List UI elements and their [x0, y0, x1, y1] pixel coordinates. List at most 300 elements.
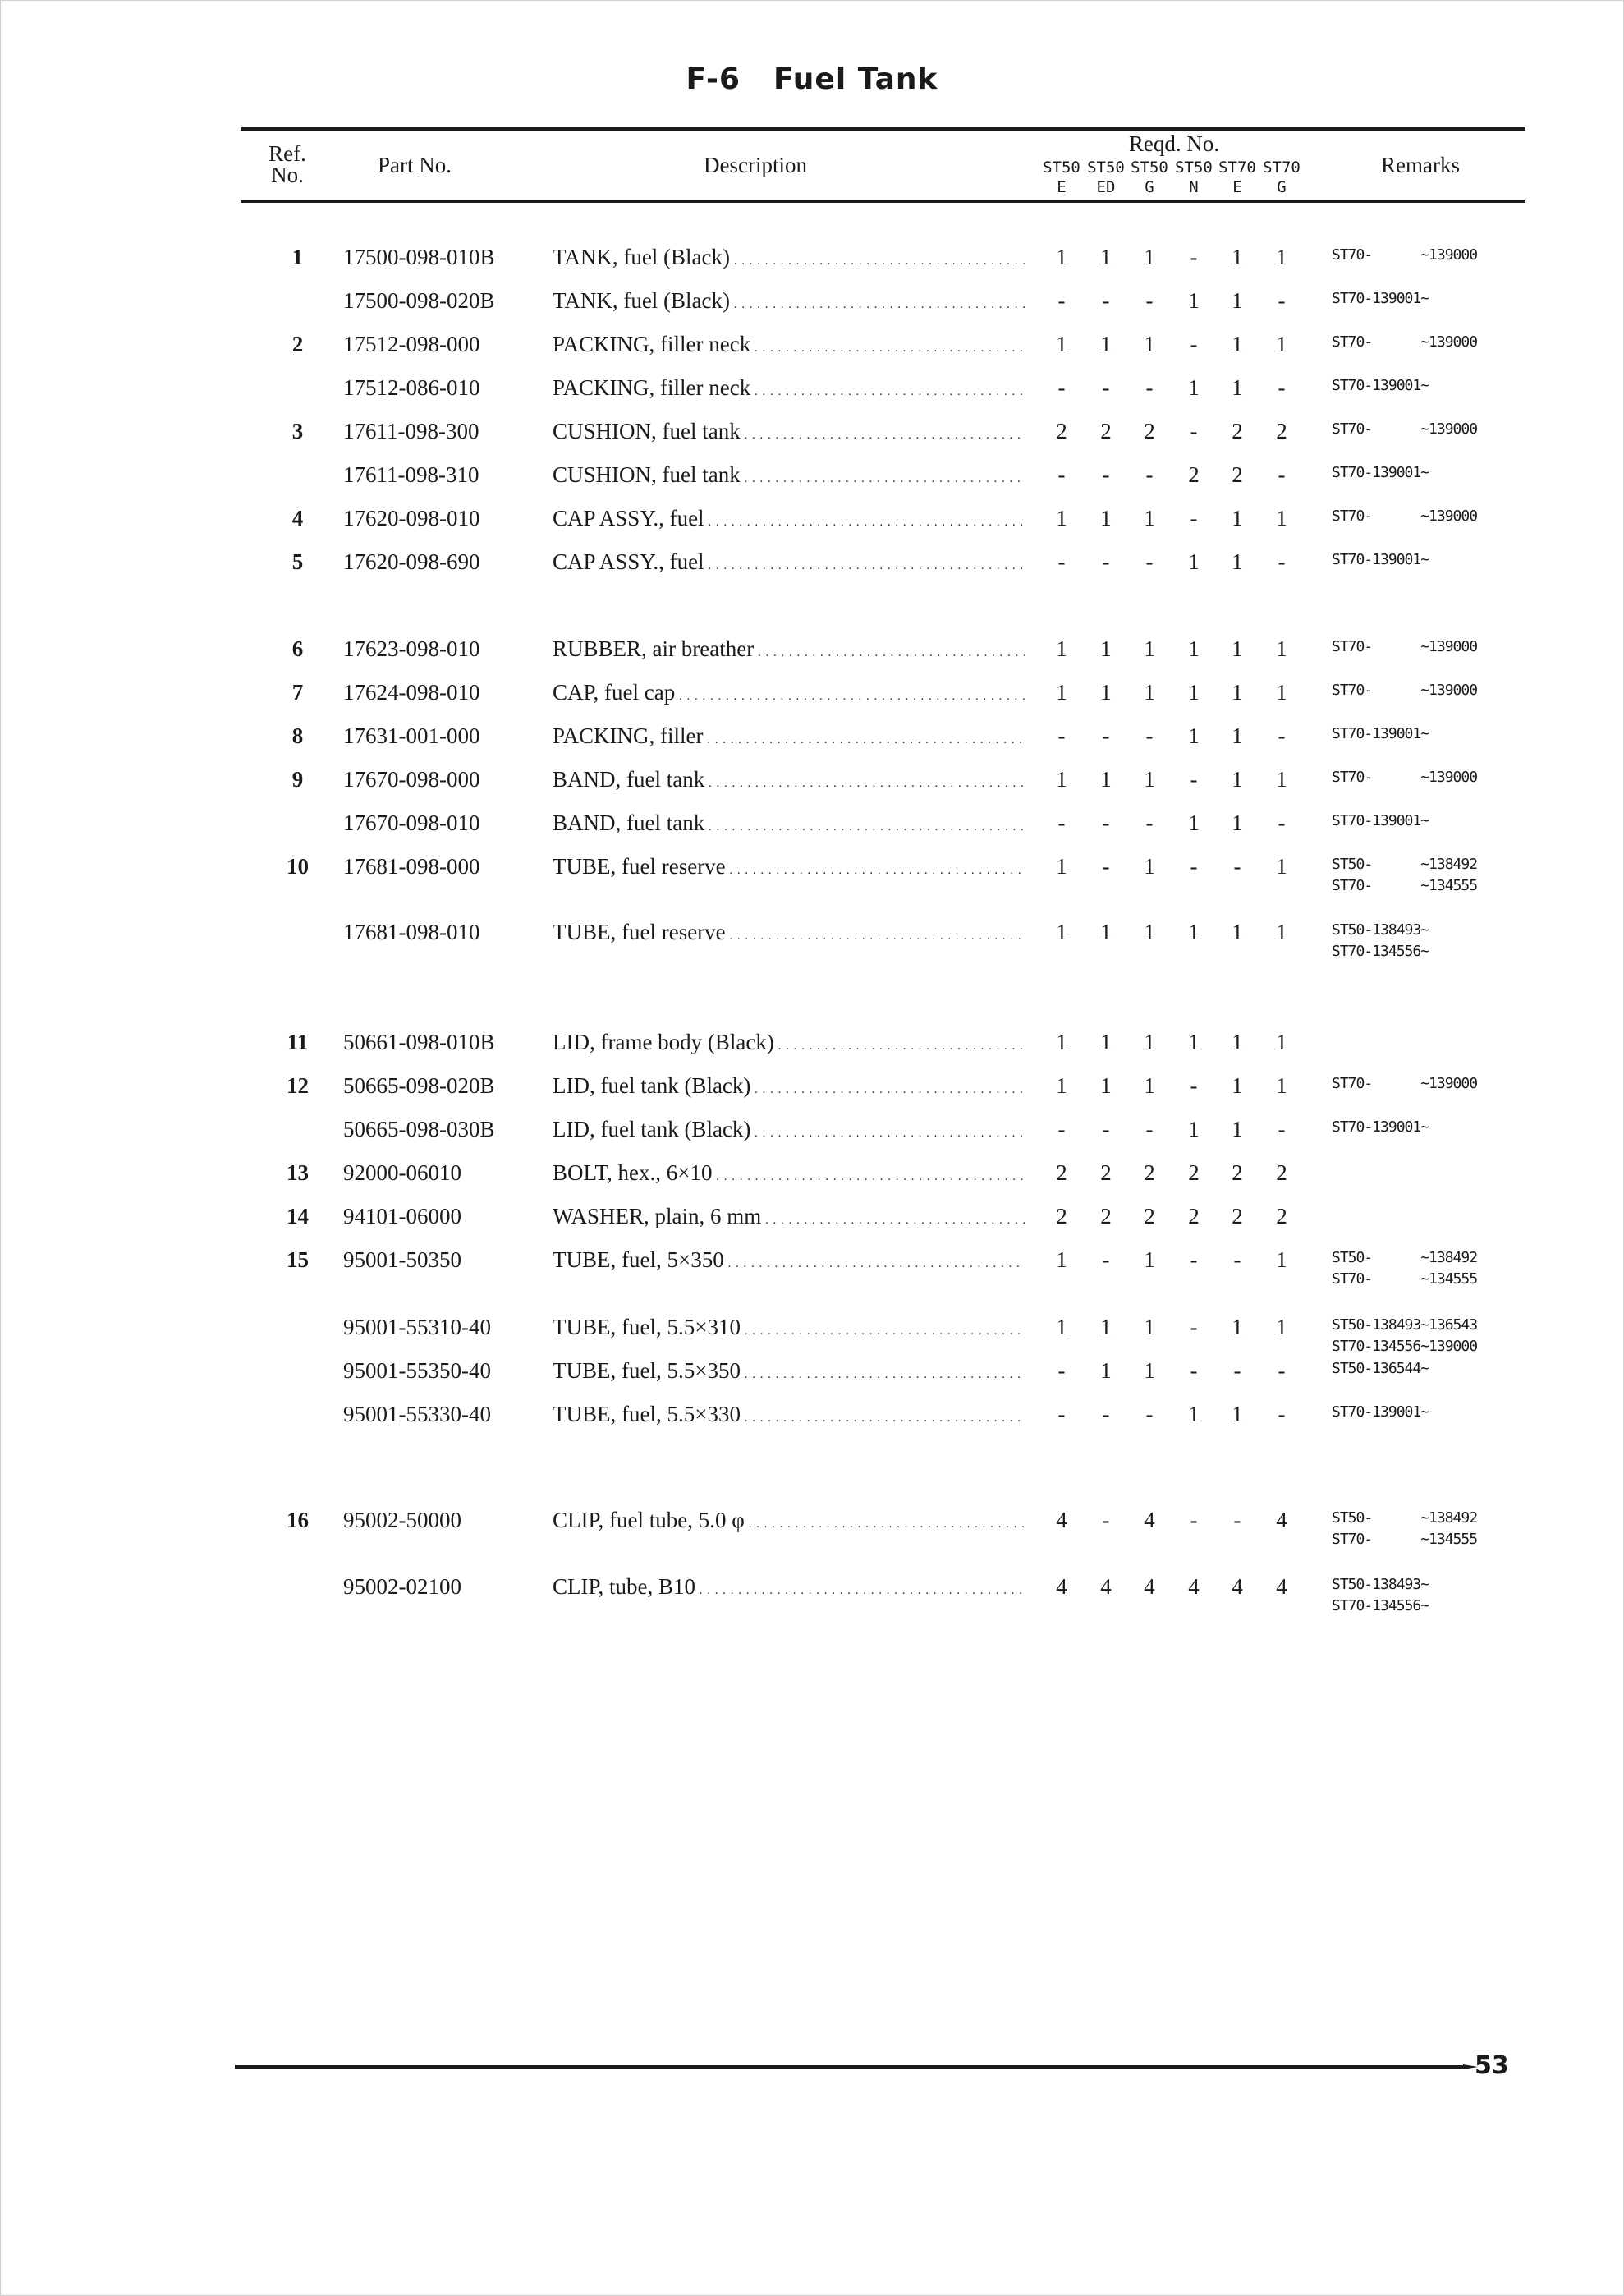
qty-cell: 2 — [1100, 419, 1112, 443]
part-no-cell: 50665-098-030B — [343, 1117, 495, 1141]
header-part-no: Part No. — [378, 153, 452, 177]
remarks-cell — [1332, 810, 1429, 832]
table-row — [0, 288, 1624, 331]
remarks-line: ST50-136544~ — [1332, 1360, 1429, 1377]
qty-cell: 1 — [1276, 1247, 1287, 1272]
qty-cell: 1 — [1188, 1402, 1200, 1426]
qty-cell: 1 — [1056, 1073, 1067, 1098]
part-no-cell: 95001-55350-40 — [343, 1358, 491, 1383]
qty-cell: - — [1102, 288, 1110, 313]
qty-cell: 1 — [1100, 1030, 1112, 1054]
qty-cell: - — [1190, 419, 1198, 443]
qty-cell: 1 — [1276, 854, 1287, 879]
qty-cell: 1 — [1276, 636, 1287, 661]
part-no-cell: 17624-098-010 — [343, 680, 480, 705]
qty-cell: 1 — [1100, 1073, 1112, 1098]
part-no-cell: 17512-098-000 — [343, 332, 480, 356]
part-no-cell: 17611-098-310 — [343, 462, 479, 487]
model-variant: N — [1189, 178, 1199, 196]
description-cell: PACKING, filler . . . — [553, 723, 1025, 752]
remarks-line: ST50-138493~136543 — [1332, 1316, 1478, 1334]
header-model-col — [1261, 158, 1302, 197]
qty-cell: 1 — [1232, 723, 1243, 748]
qty-cell: 4 — [1144, 1574, 1155, 1599]
qty-cell: - — [1145, 549, 1154, 574]
remarks-line: ST70-139001~ — [1332, 1118, 1429, 1136]
qty-cell: - — [1278, 723, 1286, 748]
description-cell: PACKING, filler neck . . . — [553, 375, 1025, 404]
qty-cell: - — [1233, 1247, 1241, 1272]
part-no-cell: 17500-098-010B — [343, 245, 495, 269]
remarks-line: ST70- ~139000 — [1332, 769, 1478, 786]
qty-cell: 2 — [1188, 462, 1200, 487]
description-cell: LID, frame body (Black) . . . — [553, 1030, 1025, 1058]
remarks-cell — [1332, 462, 1429, 484]
qty-cell: 1 — [1188, 920, 1200, 944]
ref-no-cell: 9 — [291, 767, 304, 792]
part-no-cell: 17670-098-010 — [343, 810, 480, 835]
description-cell: CAP ASSY., fuel . . . — [553, 549, 1025, 578]
qty-cell: 1 — [1232, 1117, 1243, 1141]
qty-cell: 1 — [1232, 1030, 1243, 1054]
ref-no-cell: 10 — [287, 854, 309, 879]
model-variant: ED — [1096, 178, 1116, 196]
qty-cell: - — [1057, 288, 1066, 313]
remarks-line: ST70-139001~ — [1332, 551, 1429, 568]
remarks-line: ST50- ~138492 — [1332, 1249, 1478, 1266]
table-row — [0, 680, 1624, 723]
ref-no-cell: 15 — [287, 1247, 309, 1272]
qty-cell: 1 — [1276, 332, 1287, 356]
qty-cell: - — [1190, 1358, 1198, 1383]
description-cell: BAND, fuel tank . . . — [553, 767, 1025, 796]
header-model-col — [1085, 158, 1126, 197]
qty-cell: 1 — [1232, 375, 1243, 400]
qty-cell: - — [1145, 1402, 1154, 1426]
qty-cell: - — [1190, 332, 1198, 356]
ref-no-cell: 12 — [287, 1073, 309, 1098]
description-cell: CUSHION, fuel tank . . . — [553, 419, 1025, 448]
model-variant: G — [1145, 178, 1154, 196]
qty-cell: - — [1057, 375, 1066, 400]
table-row — [0, 375, 1624, 418]
qty-cell: - — [1233, 1508, 1241, 1532]
remarks-cell — [1332, 1117, 1429, 1138]
table-row — [0, 636, 1624, 679]
qty-cell: 1 — [1100, 245, 1112, 269]
qty-cell: 1 — [1144, 245, 1155, 269]
qty-cell: 1 — [1232, 810, 1243, 835]
qty-cell: 1 — [1232, 767, 1243, 792]
qty-cell: 1 — [1276, 506, 1287, 530]
table-row — [0, 332, 1624, 374]
qty-cell: 4 — [1100, 1574, 1112, 1599]
header-model-col — [1129, 158, 1170, 197]
remarks-cell — [1332, 1402, 1429, 1423]
qty-cell: - — [1190, 506, 1198, 530]
model-name: ST50 — [1043, 158, 1080, 177]
qty-cell: 1 — [1144, 1030, 1155, 1054]
part-no-cell: 17631-001-000 — [343, 723, 480, 748]
qty-cell: 1 — [1144, 1073, 1155, 1098]
qty-cell: 1 — [1100, 636, 1112, 661]
remarks-cell — [1332, 1508, 1477, 1550]
qty-cell: - — [1145, 1117, 1154, 1141]
qty-cell: 1 — [1188, 1117, 1200, 1141]
qty-cell: 1 — [1144, 920, 1155, 944]
qty-cell: 2 — [1144, 1160, 1155, 1185]
remarks-cell — [1332, 1247, 1477, 1290]
ref-no-cell: 3 — [291, 419, 304, 443]
table-row — [0, 1204, 1624, 1247]
remarks-line: ST70-139001~ — [1332, 1403, 1429, 1421]
remarks-line: ST70- ~134555 — [1332, 877, 1478, 894]
table-row — [0, 723, 1624, 766]
header-model-col — [1173, 158, 1214, 197]
qty-cell: 1 — [1144, 506, 1155, 530]
qty-cell: 1 — [1056, 1247, 1067, 1272]
qty-cell: 2 — [1056, 1204, 1067, 1228]
qty-cell: 2 — [1276, 1160, 1287, 1185]
qty-cell: - — [1057, 1117, 1066, 1141]
qty-cell: 1 — [1276, 1315, 1287, 1339]
header-ref-no: Ref. No. — [268, 141, 306, 187]
table-row — [0, 854, 1624, 897]
qty-cell: 1 — [1276, 245, 1287, 269]
qty-cell: - — [1057, 723, 1066, 748]
remarks-line: ST70- ~139000 — [1332, 638, 1478, 655]
ref-no-cell: 8 — [291, 723, 304, 748]
qty-cell: - — [1233, 854, 1241, 879]
table-row — [0, 419, 1624, 461]
qty-cell: 1 — [1188, 375, 1200, 400]
qty-cell: - — [1102, 1117, 1110, 1141]
description-cell: CAP, fuel cap . . . — [553, 680, 1025, 709]
qty-cell: 2 — [1232, 462, 1243, 487]
qty-cell: - — [1102, 854, 1110, 879]
table-row — [0, 1574, 1624, 1617]
table-row — [0, 1073, 1624, 1116]
qty-cell: 2 — [1144, 1204, 1155, 1228]
description-cell: TUBE, fuel, 5×350 . . . — [553, 1247, 1025, 1276]
qty-cell: 1 — [1056, 767, 1067, 792]
qty-cell: 1 — [1144, 1247, 1155, 1272]
qty-cell: - — [1278, 810, 1286, 835]
description-cell: LID, fuel tank (Black) . . . — [553, 1073, 1025, 1102]
remarks-cell — [1332, 723, 1429, 745]
qty-cell: - — [1278, 1117, 1286, 1141]
part-no-cell: 95001-55330-40 — [343, 1402, 491, 1426]
qty-cell: 1 — [1188, 723, 1200, 748]
description-cell: BAND, fuel tank . . . — [553, 810, 1025, 839]
remarks-line: ST70-134556~ — [1332, 943, 1429, 960]
table-row — [0, 1315, 1624, 1357]
qty-cell: 4 — [1276, 1508, 1287, 1532]
ref-no-cell: 6 — [291, 636, 304, 661]
description-cell: TUBE, fuel reserve . . . — [553, 920, 1025, 948]
remarks-line: ST70-134556~ — [1332, 1597, 1429, 1614]
qty-cell: 1 — [1276, 767, 1287, 792]
qty-cell: 1 — [1144, 854, 1155, 879]
remarks-line: ST70-139001~ — [1332, 464, 1429, 481]
remarks-cell — [1332, 288, 1429, 310]
qty-cell: 1 — [1232, 506, 1243, 530]
header-model-col — [1041, 158, 1082, 197]
qty-cell: - — [1145, 375, 1154, 400]
qty-cell: 1 — [1232, 288, 1243, 313]
qty-cell: 1 — [1100, 680, 1112, 705]
qty-cell: - — [1102, 1508, 1110, 1532]
page-number: 53 — [1475, 2051, 1509, 2080]
model-name: ST70 — [1218, 158, 1256, 177]
table-row — [0, 506, 1624, 549]
qty-cell: - — [1278, 549, 1286, 574]
qty-cell: 1 — [1144, 636, 1155, 661]
qty-cell: 1 — [1100, 920, 1112, 944]
remarks-cell — [1332, 1315, 1477, 1357]
qty-cell: 1 — [1144, 332, 1155, 356]
qty-cell: 2 — [1100, 1160, 1112, 1185]
description-cell: RUBBER, air breather . . . — [553, 636, 1025, 665]
table-row — [0, 810, 1624, 853]
qty-cell: 1 — [1056, 920, 1067, 944]
qty-cell: 1 — [1056, 1030, 1067, 1054]
description-cell: BOLT, hex., 6×10 . . . — [553, 1160, 1025, 1189]
description-cell: TANK, fuel (Black) . . . — [553, 245, 1025, 273]
ref-no-cell: 11 — [287, 1030, 309, 1054]
description-cell: LID, fuel tank (Black) . . . — [553, 1117, 1025, 1146]
table-row — [0, 549, 1624, 592]
qty-cell: 1 — [1276, 1030, 1287, 1054]
description-cell: CAP ASSY., fuel . . . — [553, 506, 1025, 535]
qty-cell: 1 — [1232, 920, 1243, 944]
qty-cell: 2 — [1188, 1204, 1200, 1228]
description-cell: CUSHION, fuel tank . . . — [553, 462, 1025, 491]
part-no-cell: 95002-02100 — [343, 1574, 461, 1599]
part-no-cell: 17623-098-010 — [343, 636, 480, 661]
header-description: Description — [704, 153, 807, 177]
qty-cell: 4 — [1276, 1574, 1287, 1599]
qty-cell: 1 — [1100, 1315, 1112, 1339]
qty-cell: 1 — [1188, 549, 1200, 574]
ref-no-cell: 16 — [287, 1508, 309, 1532]
qty-cell: 1 — [1276, 680, 1287, 705]
remarks-cell — [1332, 549, 1429, 571]
qty-cell: - — [1145, 810, 1154, 835]
remarks-line: ST70- ~139000 — [1332, 1075, 1478, 1092]
qty-cell: 4 — [1144, 1508, 1155, 1532]
model-name: ST50 — [1131, 158, 1168, 177]
section-code: F-6 — [686, 62, 741, 96]
footer-rule — [235, 2065, 1463, 2069]
page-title — [0, 62, 1624, 96]
part-no-cell: 95001-55310-40 — [343, 1315, 491, 1339]
qty-cell: 2 — [1232, 1160, 1243, 1185]
part-no-cell: 17670-098-000 — [343, 767, 480, 792]
qty-cell: 1 — [1144, 767, 1155, 792]
part-no-cell: 17620-098-010 — [343, 506, 480, 530]
qty-cell: 2 — [1188, 1160, 1200, 1185]
remarks-cell — [1332, 636, 1477, 658]
qty-cell: 1 — [1100, 1358, 1112, 1383]
qty-cell: - — [1102, 723, 1110, 748]
qty-cell: 1 — [1232, 680, 1243, 705]
table-row — [0, 1358, 1624, 1401]
qty-cell: 1 — [1056, 245, 1067, 269]
qty-cell: 1 — [1056, 854, 1067, 879]
model-name: ST70 — [1263, 158, 1301, 177]
qty-cell: 1 — [1188, 680, 1200, 705]
remarks-line: ST70-139001~ — [1332, 725, 1429, 742]
ref-no-cell: 2 — [291, 332, 304, 356]
description-cell: CLIP, tube, B10 . . . — [553, 1574, 1025, 1603]
remarks-cell — [1332, 332, 1477, 353]
header-remarks: Remarks — [1381, 153, 1460, 177]
remarks-line: ST70-139001~ — [1332, 290, 1429, 307]
qty-cell: - — [1278, 375, 1286, 400]
part-no-cell: 95002-50000 — [343, 1508, 461, 1532]
qty-cell: 1 — [1188, 1030, 1200, 1054]
qty-cell: 4 — [1188, 1574, 1200, 1599]
qty-cell: - — [1190, 1073, 1198, 1098]
header-model-col — [1217, 158, 1258, 197]
section-title: Fuel Tank — [773, 62, 938, 96]
qty-cell: 4 — [1056, 1508, 1067, 1532]
qty-cell: 1 — [1232, 1073, 1243, 1098]
remarks-line: ST70- ~139000 — [1332, 420, 1478, 438]
part-no-cell: 50661-098-010B — [343, 1030, 495, 1054]
remarks-line: ST70- ~139000 — [1332, 682, 1478, 699]
remarks-line: ST70-134556~139000 — [1332, 1338, 1478, 1355]
part-no-cell: 17512-086-010 — [343, 375, 480, 400]
remarks-cell — [1332, 680, 1477, 701]
qty-cell: 1 — [1100, 767, 1112, 792]
model-variant: E — [1232, 178, 1242, 196]
qty-cell: 1 — [1056, 680, 1067, 705]
qty-cell: - — [1190, 1508, 1198, 1532]
model-name: ST50 — [1087, 158, 1125, 177]
description-cell: TUBE, fuel reserve . . . — [553, 854, 1025, 883]
part-no-cell: 17681-098-010 — [343, 920, 480, 944]
qty-cell: - — [1102, 1247, 1110, 1272]
remarks-line: ST70- ~134555 — [1332, 1270, 1478, 1288]
qty-cell: 1 — [1232, 1402, 1243, 1426]
remarks-cell — [1332, 920, 1429, 962]
ref-no-cell: 5 — [291, 549, 304, 574]
qty-cell: 1 — [1276, 920, 1287, 944]
ref-no-cell: 4 — [291, 506, 304, 530]
remarks-line: ST70- ~139000 — [1332, 333, 1478, 351]
qty-cell: 2 — [1144, 419, 1155, 443]
header-top-rule — [241, 127, 1525, 131]
qty-cell: 1 — [1144, 1315, 1155, 1339]
remarks-line: ST70- ~139000 — [1332, 246, 1478, 264]
part-no-cell: 17611-098-300 — [343, 419, 479, 443]
ref-no-cell: 1 — [291, 245, 304, 269]
qty-cell: 2 — [1232, 1204, 1243, 1228]
qty-cell: 1 — [1056, 636, 1067, 661]
remarks-cell — [1332, 767, 1477, 788]
qty-cell: - — [1278, 462, 1286, 487]
qty-cell: - — [1278, 1358, 1286, 1383]
qty-cell: - — [1233, 1358, 1241, 1383]
qty-cell: - — [1190, 767, 1198, 792]
qty-cell: 1 — [1232, 1315, 1243, 1339]
qty-cell: 1 — [1056, 332, 1067, 356]
header-reqd-no: Reqd. No. — [1128, 131, 1220, 156]
table-row — [0, 767, 1624, 810]
ref-no-cell: 13 — [287, 1160, 309, 1185]
table-row — [0, 245, 1624, 287]
remarks-line: ST70- ~134555 — [1332, 1531, 1478, 1548]
qty-cell: - — [1278, 288, 1286, 313]
table-row — [0, 462, 1624, 505]
qty-cell: 2 — [1100, 1204, 1112, 1228]
qty-cell: - — [1102, 549, 1110, 574]
remarks-line: ST50-138493~ — [1332, 1576, 1429, 1593]
table-row — [0, 1160, 1624, 1203]
remarks-line: ST70-139001~ — [1332, 812, 1429, 829]
table-row — [0, 1117, 1624, 1159]
qty-cell: 1 — [1144, 1358, 1155, 1383]
table-row — [0, 1508, 1624, 1550]
model-name: ST50 — [1175, 158, 1213, 177]
part-no-cell: 17681-098-000 — [343, 854, 480, 879]
part-no-cell: 95001-50350 — [343, 1247, 461, 1272]
qty-cell: 1 — [1276, 1073, 1287, 1098]
qty-cell: - — [1278, 1402, 1286, 1426]
qty-cell: 2 — [1056, 1160, 1067, 1185]
qty-cell: 1 — [1056, 506, 1067, 530]
qty-cell: - — [1190, 245, 1198, 269]
qty-cell: 1 — [1100, 332, 1112, 356]
qty-cell: 1 — [1232, 245, 1243, 269]
part-no-cell: 17500-098-020B — [343, 288, 495, 313]
qty-cell: 1 — [1232, 332, 1243, 356]
qty-cell: - — [1102, 810, 1110, 835]
qty-cell: - — [1057, 462, 1066, 487]
ref-no-cell: 14 — [287, 1204, 309, 1228]
qty-cell: 4 — [1056, 1574, 1067, 1599]
part-no-cell: 94101-06000 — [343, 1204, 461, 1228]
remarks-line: ST70- ~139000 — [1332, 507, 1478, 525]
description-cell: WASHER, plain, 6 mm . . . — [553, 1204, 1025, 1233]
qty-cell: - — [1190, 1315, 1198, 1339]
remarks-cell — [1332, 854, 1477, 897]
qty-cell: 2 — [1232, 419, 1243, 443]
description-cell: TUBE, fuel, 5.5×330 . . . — [553, 1402, 1025, 1430]
qty-cell: 4 — [1232, 1574, 1243, 1599]
description-cell: PACKING, filler neck . . . — [553, 332, 1025, 360]
qty-cell: 1 — [1056, 1315, 1067, 1339]
qty-cell: - — [1057, 1358, 1066, 1383]
qty-cell: 1 — [1144, 680, 1155, 705]
table-row — [0, 1247, 1624, 1290]
remarks-line: ST50-138493~ — [1332, 921, 1429, 939]
table-row — [0, 1402, 1624, 1444]
table-row — [0, 920, 1624, 962]
remarks-cell — [1332, 375, 1429, 397]
qty-cell: - — [1145, 288, 1154, 313]
qty-cell: - — [1102, 375, 1110, 400]
qty-cell: 2 — [1276, 419, 1287, 443]
remarks-cell — [1332, 1358, 1429, 1380]
qty-cell: 1 — [1188, 810, 1200, 835]
model-variant: E — [1057, 178, 1067, 196]
qty-cell: 1 — [1188, 288, 1200, 313]
qty-cell: 1 — [1188, 636, 1200, 661]
qty-cell: 2 — [1056, 419, 1067, 443]
